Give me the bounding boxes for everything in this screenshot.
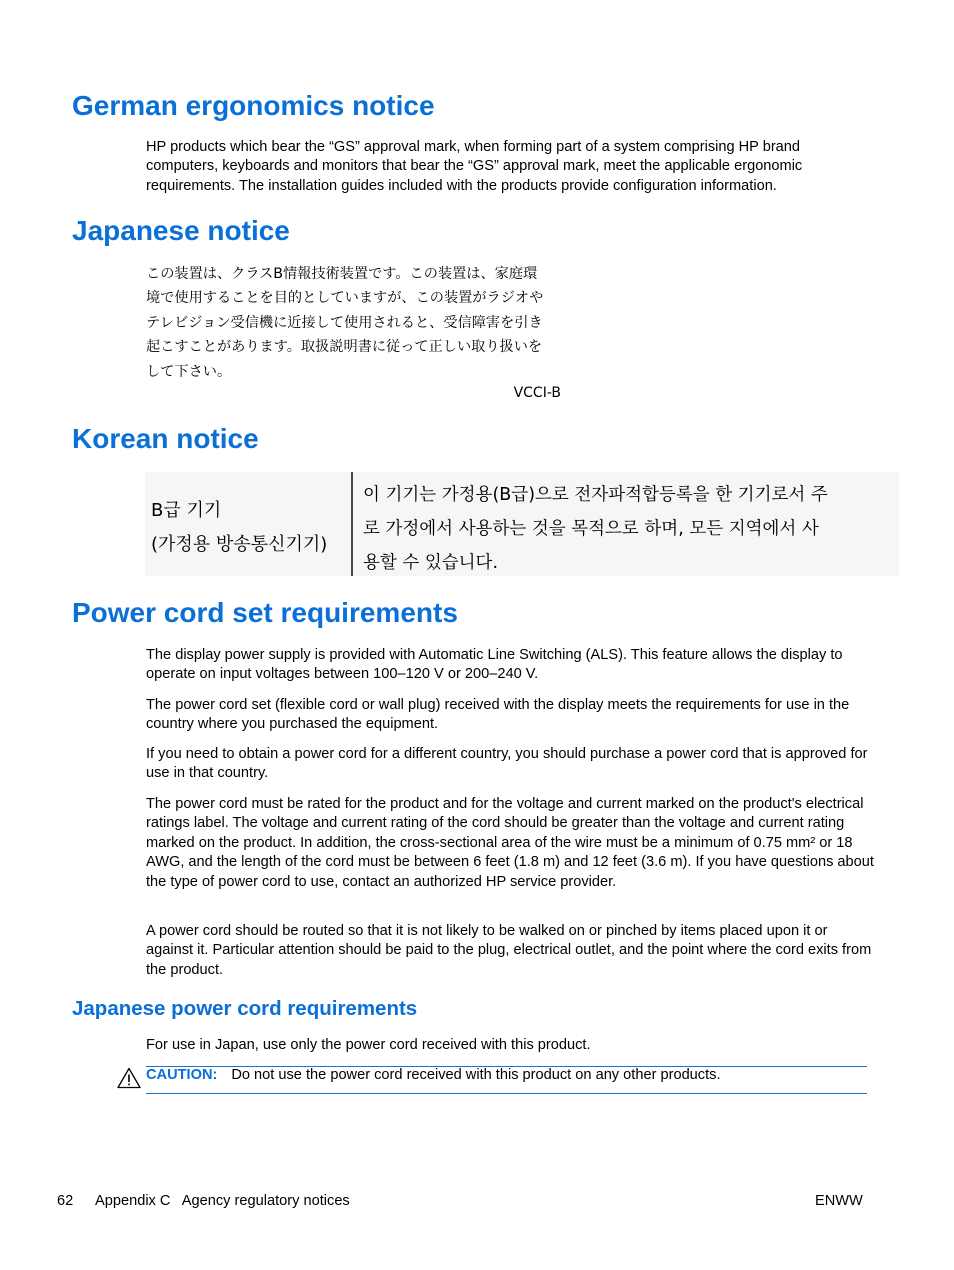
japanese-notice-line: 起こすことがあります。取扱説明書に従って正しい取り扱いを	[146, 339, 543, 356]
korean-divider	[351, 472, 353, 576]
power-cord-paragraph: A power cord should be routed so that it is not likely to be walked on or pinched by items placed upon it or against it. Particular attention should be paid to the plug, electrical outlet, and the point where the cord exits from the product.	[146, 923, 872, 978]
warning-triangle-icon	[117, 1067, 141, 1089]
korean-notice-line: 이 기기는 가정용(B급)으로 전자파적합등록을 한 기기로서 주	[363, 485, 828, 505]
japanese-power-cord-body: For use in Japan, use only the power cord received with this product.	[146, 1037, 591, 1053]
power-cord-paragraph: The display power supply is provided with Automatic Line Switching (ALS). This feature allows the display to operate on input voltages between 100–120 V or 200–240 V.	[146, 647, 843, 683]
japanese-notice-heading: Japanese notice	[72, 215, 290, 246]
japanese-notice-text	[146, 262, 562, 384]
japanese-notice-line: 境で使用することを目的としていますが、この装置がラジオや	[146, 290, 544, 307]
korean-class-label	[151, 494, 327, 562]
korean-notice-image	[145, 472, 899, 576]
power-cord-paragraph: The power cord set (flexible cord or wall plug) received with the display meets the requirements for use in the country where you purchased the equipment.	[146, 697, 850, 733]
caution-label: CAUTION:	[146, 1067, 218, 1083]
japanese-notice-line: テレビジョン受信機に近接して使用されると、受信障害を引き	[146, 314, 543, 331]
vcci-mark: VCCI-B	[513, 385, 561, 401]
korean-notice-text	[363, 478, 897, 580]
korean-class-line: (가정용 방송통신기기)	[151, 534, 328, 555]
caution-text: Do not use the power cord received with this product on any other products.	[231, 1067, 721, 1083]
korean-notice-line: 로 가정에서 사용하는 것을 목적으로 하며, 모든 지역에서 사	[363, 519, 819, 539]
japanese-power-cord-heading: Japanese power cord requirements	[72, 997, 418, 1020]
german-ergonomics-heading: German ergonomics notice	[72, 90, 435, 121]
korean-notice-heading: Korean notice	[72, 423, 259, 454]
caution-bottom-rule	[146, 1093, 867, 1094]
korean-class-line: B급 기기	[151, 500, 222, 521]
japanese-notice-line: この装置は、クラスB情報技術装置です。この装置は、家庭環	[146, 266, 538, 282]
power-cord-paragraph: The power cord must be rated for the product and for the voltage and current marked on the product's electrical ratings label. The voltage and current rating of the cord should be greater than the voltage and current rating marked on the product. In addition, the cross-sectional area of the wire must be a minimum of 0.75 mm² or 18 AWG, and the length of the cord must be between 6 feet (1.8 m) and 12 feet (3.6 m). If you have questions about the type of power cord to use, contact an authorized HP service provider.	[146, 796, 874, 890]
power-cord-heading: Power cord set requirements	[72, 597, 458, 628]
german-ergonomics-body: HP products which bear the “GS” approval mark, when forming part of a system comprising HP brand computers, keyboards and monitors that bear the “GS” approval mark, meet the applicable ergonomic requirements. The installation guides included with the products provide configuration information.	[146, 139, 803, 194]
japanese-notice-line: して下さい。	[146, 363, 232, 380]
footer-doc-code: ENWW	[815, 1193, 863, 1209]
korean-notice-line: 용할 수 있습니다.	[363, 553, 499, 573]
power-cord-paragraph: If you need to obtain a power cord for a different country, you should purchase a power cord that is approved for use in that country.	[146, 746, 868, 782]
page-number: 62	[57, 1193, 74, 1209]
footer-chapter: Appendix C Agency regulatory notices	[95, 1193, 350, 1209]
caution-note	[146, 1066, 866, 1085]
